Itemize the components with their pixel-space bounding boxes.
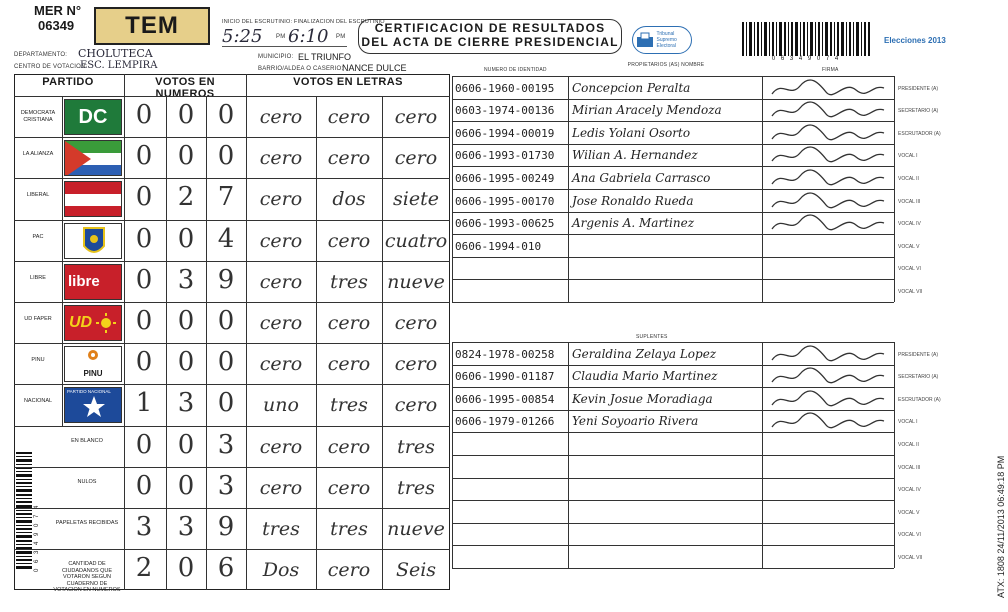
- party-label: PINU: [31, 357, 45, 364]
- member-role: PRESIDENTE (A): [898, 85, 939, 92]
- vote-digit-tens: 0: [177, 223, 195, 254]
- vote-digit-hundreds: 0: [135, 264, 153, 295]
- inicio-time: 5:25: [222, 26, 263, 47]
- member-name: Ana Gabriela Carrasco: [572, 171, 711, 185]
- departamento-value: CHOLUTECA: [78, 47, 153, 60]
- tse-logo: [632, 26, 692, 54]
- member-role: VOCAL IV: [898, 487, 921, 494]
- vote-word-units: cero: [394, 106, 438, 128]
- member-role: VOCAL VI: [898, 532, 921, 539]
- vote-word-tens: cero: [327, 106, 371, 128]
- vote-digit-tens: 0: [177, 306, 195, 336]
- signature-icon: [768, 168, 888, 190]
- flag-pinu: PINU: [64, 346, 122, 382]
- member-role: ESCRUTADOR (A): [898, 396, 941, 403]
- vote-digit-tens: 2: [177, 182, 195, 213]
- suplentes-label: SUPLENTES: [636, 334, 668, 340]
- vote-word-hundreds: cero: [259, 147, 303, 170]
- vote-digit-units: 3: [217, 470, 235, 501]
- vote-digit-hundreds: 1: [135, 388, 153, 419]
- vote-digit-units: 9: [217, 512, 235, 542]
- member-id: 0606-1979-01266: [455, 415, 555, 429]
- vote-word-units: Seis: [395, 559, 437, 582]
- pm-label-2: PM: [336, 34, 346, 40]
- vote-word-hundreds: cero: [259, 312, 303, 334]
- col-letras: VOTOS EN LETRAS: [293, 76, 403, 88]
- signature-icon: [768, 145, 888, 167]
- row-label: EN BLANCO: [71, 437, 103, 444]
- vote-word-hundreds: cero: [259, 476, 303, 499]
- vote-digit-units: 6: [217, 553, 235, 584]
- vote-digit-tens: 0: [177, 141, 195, 172]
- mer-number: 06349: [38, 18, 75, 33]
- col-partido: PARTIDO: [42, 76, 94, 88]
- centro-label: CENTRO DE VOTACION:: [14, 64, 88, 70]
- signature-icon: [768, 191, 888, 213]
- signature-icon: [768, 344, 888, 366]
- vote-word-tens: cero: [327, 435, 371, 458]
- vote-word-hundreds: cero: [259, 435, 303, 458]
- signature-icon: [768, 411, 888, 433]
- barcode-number: 0 6 3 4 9 0 7 4: [771, 56, 841, 62]
- municipio-value: EL TRIUNFO: [298, 52, 352, 62]
- member-id: 0824-1978-00258: [455, 347, 555, 361]
- member-role: SECRETARIO (A): [898, 108, 939, 115]
- member-role: VOCAL I: [898, 419, 918, 426]
- tem-box: TEM: [94, 7, 210, 45]
- signature-icon: [768, 123, 888, 145]
- vote-digit-tens: 0: [177, 429, 195, 460]
- vote-word-tens: cero: [327, 147, 371, 170]
- vote-word-hundreds: cero: [259, 188, 303, 211]
- side-barcode-number: 0 6 3 4 9 0 7 4: [34, 503, 40, 572]
- member-id: 0606-1995-00854: [455, 392, 555, 406]
- vote-digit-units: 0: [217, 100, 235, 130]
- col-propietarios-nombre: PROPIETARIOS (AS) NOMBRE: [627, 62, 705, 68]
- flag-pac: [64, 223, 122, 259]
- party-label: LIBRE: [30, 274, 46, 281]
- member-name: Concepcion Peralta: [572, 80, 691, 95]
- mer-label: MER N°: [34, 3, 82, 18]
- member-id: 0606-1994-00019: [455, 126, 555, 140]
- vote-digit-hundreds: 0: [135, 470, 153, 501]
- vote-word-tens: tres: [330, 394, 368, 417]
- party-label: NACIONAL: [23, 398, 53, 405]
- vote-word-units: tres: [397, 476, 435, 499]
- vote-word-hundreds: uno: [263, 394, 299, 417]
- sun-icon: [96, 313, 116, 333]
- vote-digit-units: 3: [217, 429, 235, 460]
- vote-digit-tens: 0: [177, 100, 195, 130]
- signature-icon: [768, 100, 888, 122]
- member-id: 0606-1995-00249: [455, 172, 555, 185]
- flag-dc: DC: [64, 99, 122, 135]
- side-timestamp: ATX: 1808 24/11/2013 06:49:18 PM: [996, 455, 1006, 598]
- barcode-icon: [742, 22, 870, 56]
- vote-word-tens: cero: [327, 559, 371, 582]
- flag-liberal: [64, 181, 122, 217]
- vote-word-units: tres: [397, 435, 435, 458]
- vote-word-tens: cero: [327, 312, 371, 334]
- escrutinio-label: INICIO DEL ESCRUTINIO: FINALIZACION DEL ESCRUTINIO: [222, 19, 385, 25]
- member-role: VOCAL VII: [898, 289, 923, 295]
- vote-word-units: cero: [394, 312, 438, 334]
- col-numero-identidad: NUMERO DE IDENTIDAD: [484, 67, 547, 73]
- cert-line-1: CERTIFICACION DE RESULTADOS: [374, 21, 606, 35]
- flower-icon: [85, 347, 101, 365]
- member-name: Kevin Josue Moradiaga: [572, 391, 713, 406]
- ballot-box-icon: [636, 32, 654, 48]
- member-name: Jose Ronaldo Rueda: [572, 193, 694, 208]
- vote-word-hundreds: Dos: [262, 559, 300, 582]
- party-label: LA ALIANZA: [22, 151, 54, 158]
- member-role: VOCAL VI: [898, 266, 921, 273]
- vote-word-units: nueve: [387, 270, 445, 293]
- row-label: NULOS: [77, 478, 97, 485]
- flag-ud: UD: [64, 305, 122, 341]
- fin-time: 6:10: [288, 26, 329, 47]
- member-name: Yeni Soyoario Rivera: [572, 414, 699, 429]
- party-label: LIBERAL: [26, 192, 50, 199]
- member-id: 0606-1993-01730: [455, 149, 555, 163]
- vote-digit-units: 0: [217, 347, 235, 378]
- vote-digit-units: 9: [217, 264, 235, 295]
- barrio-value: NANCE DULCE: [342, 63, 407, 73]
- member-role: VOCAL V: [898, 243, 920, 250]
- member-name: Mirian Aracely Mendoza: [572, 103, 722, 118]
- member-id: 0606-1994-010: [455, 239, 542, 253]
- party-label: DEMOCRATA CRISTIANA: [20, 110, 56, 123]
- vote-word-tens: tres: [330, 518, 368, 540]
- vote-word-tens: cero: [327, 476, 371, 499]
- star-icon: [83, 396, 105, 418]
- member-name: Ledis Yolani Osorto: [572, 125, 691, 140]
- vote-word-units: cuatro: [384, 229, 448, 252]
- col-numeros: VOTOS EN NUMEROS: [155, 76, 215, 100]
- member-id: 0603-1974-00136: [455, 104, 555, 118]
- cert-line-2: DEL ACTA DE CIERRE PRESIDENCIAL: [361, 35, 619, 49]
- vote-digit-tens: 3: [177, 388, 195, 419]
- vote-digit-hundreds: 0: [135, 347, 153, 378]
- elecciones-logo: Elecciones 2013: [884, 36, 946, 45]
- party-label: UD FAPER: [24, 316, 52, 322]
- member-role: VOCAL III: [898, 464, 921, 471]
- member-name: Wilian A. Hernandez: [572, 148, 698, 163]
- member-role: VOCAL I: [898, 153, 918, 160]
- vote-digit-hundreds: 0: [135, 100, 153, 130]
- vote-word-hundreds: cero: [259, 353, 303, 376]
- member-id: 0606-1995-00170: [455, 194, 555, 208]
- barrio-label: BARRIO/ALDEA O CASERIO:: [258, 66, 344, 72]
- vote-word-units: cero: [394, 147, 438, 170]
- member-role: VOCAL II: [898, 176, 919, 182]
- member-id: 0606-1993-00625: [455, 217, 555, 231]
- vote-word-hundreds: cero: [259, 106, 303, 128]
- vote-digit-tens: 0: [177, 553, 195, 584]
- vote-digit-hundreds: 0: [135, 429, 153, 460]
- vote-word-tens: cero: [327, 229, 371, 252]
- flag-libre: libre: [64, 264, 122, 300]
- member-name: Claudia Mario Martinez: [572, 369, 718, 384]
- signature-icon: [768, 366, 888, 388]
- vote-digit-units: 0: [217, 141, 235, 172]
- vote-digit-hundreds: 0: [135, 182, 153, 213]
- member-role: VOCAL II: [898, 442, 919, 448]
- vote-word-units: siete: [393, 188, 439, 211]
- vote-word-units: nueve: [387, 518, 445, 540]
- member-role: VOCAL III: [898, 198, 921, 205]
- row-label: CANTIDAD DE CIUDADANOS QUE VOTARON SEGUN CUADERNO DE VOTACION EN NUMEROS: [53, 561, 121, 594]
- vote-digit-units: 0: [217, 306, 235, 336]
- certification-title: [358, 19, 622, 54]
- member-id: 0606-1960-00195: [455, 81, 555, 95]
- vote-digit-hundreds: 2: [135, 553, 153, 584]
- vote-digit-tens: 3: [177, 264, 195, 295]
- member-role: SECRETARIO (A): [898, 374, 939, 381]
- vote-word-tens: dos: [332, 188, 366, 211]
- vote-digit-hundreds: 0: [135, 306, 153, 336]
- member-role: VOCAL V: [898, 509, 920, 516]
- vote-word-hundreds: cero: [259, 229, 303, 252]
- vote-digit-hundreds: 3: [135, 512, 153, 542]
- member-id: 0606-1990-01187: [455, 370, 555, 384]
- signature-icon: [768, 389, 888, 411]
- vote-word-tens: tres: [330, 270, 368, 293]
- vote-word-tens: cero: [327, 353, 371, 376]
- signature-icon: [768, 78, 888, 100]
- row-label: PAPELETAS RECIBIDAS: [55, 520, 119, 526]
- member-role: VOCAL VII: [898, 555, 923, 561]
- vote-digit-tens: 0: [177, 470, 195, 501]
- party-label: PAC: [32, 233, 44, 240]
- vote-word-units: cero: [394, 353, 438, 376]
- member-name: Argenis A. Martinez: [572, 216, 695, 231]
- vote-digit-units: 4: [217, 223, 235, 254]
- vote-word-hundreds: cero: [259, 270, 303, 293]
- centro-value: ESC. LEMPIRA: [80, 60, 158, 71]
- departamento-label: DEPARTAMENTO:: [14, 52, 68, 58]
- flag-alianza: [64, 140, 122, 176]
- vote-digit-tens: 3: [177, 512, 195, 542]
- col-firma: FIRMA: [822, 67, 839, 73]
- vote-word-hundreds: tres: [262, 518, 300, 540]
- member-role: PRESIDENTE (A): [898, 351, 939, 358]
- flag-nacional: PARTIDO NACIONAL: [64, 387, 122, 423]
- pm-label: PM: [276, 34, 286, 40]
- vote-word-units: cero: [394, 394, 438, 417]
- member-role: VOCAL IV: [898, 221, 921, 228]
- member-role: ESCRUTADOR (A): [898, 130, 941, 137]
- signature-icon: [768, 213, 888, 235]
- member-name: Geraldina Zelaya Lopez: [572, 346, 717, 361]
- vote-digit-tens: 0: [177, 347, 195, 378]
- vote-digit-units: 0: [217, 388, 235, 419]
- vote-digit-hundreds: 0: [135, 141, 153, 172]
- municipio-label: MUNICIPIO:: [258, 54, 294, 60]
- logo-text: Tribunal Supremo Electoral: [656, 31, 677, 49]
- vote-digit-units: 7: [217, 182, 235, 213]
- vote-digit-hundreds: 0: [135, 223, 153, 254]
